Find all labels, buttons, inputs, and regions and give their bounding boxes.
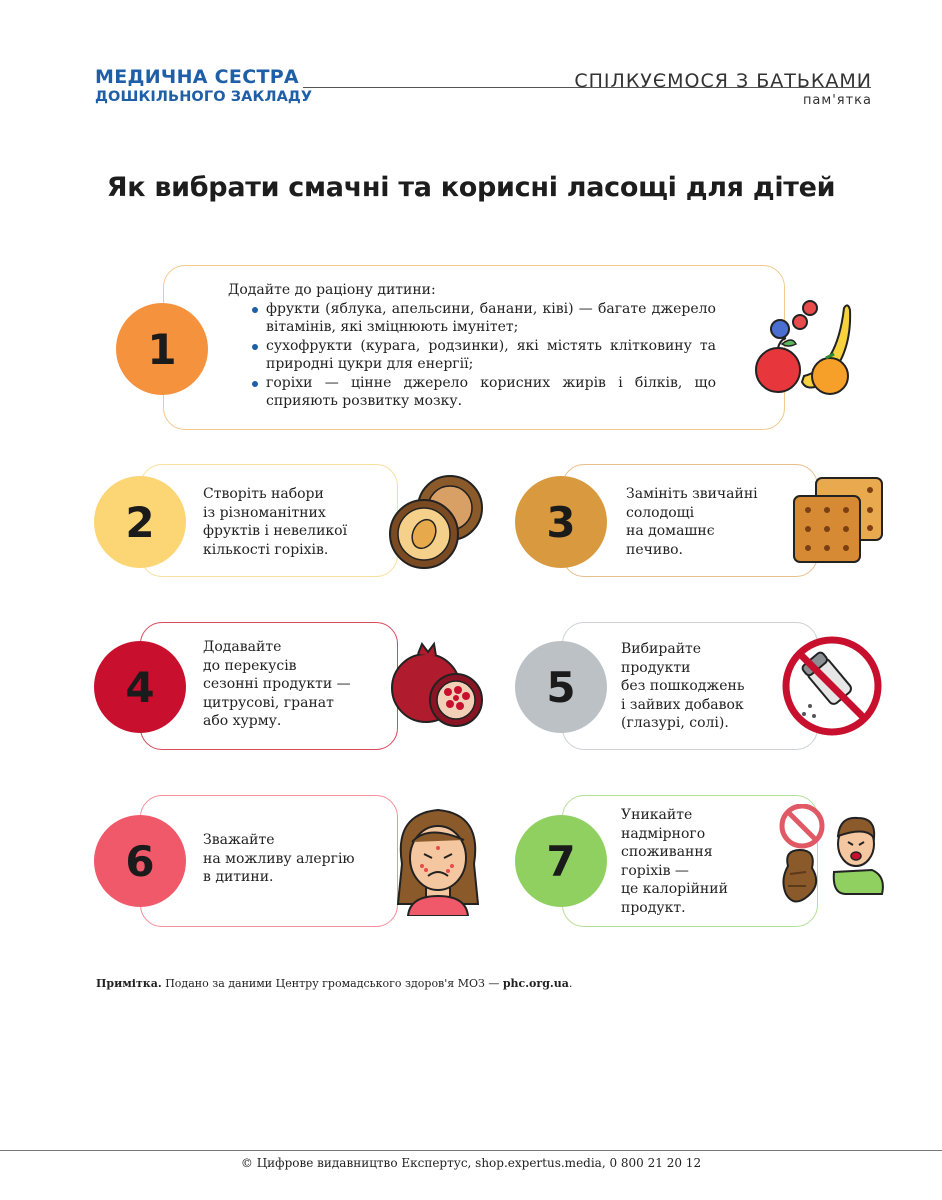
source-link[interactable]: phc.org.ua — [502, 977, 569, 990]
tip-text-4: Додавайте до перекусів сезонні продукти — цитрусові, гранат або хурму. — [203, 639, 351, 729]
brand-subtitle: ДОШКІЛЬНОГО ЗАКЛАДУ — [95, 89, 313, 105]
tip-number-6: 6 — [94, 815, 186, 907]
no-nuts-boy-icon — [776, 804, 888, 916]
footer-text: © Цифрове видавництво Експертус, shop.expertus.media, 0 800 21 20 12 — [240, 1156, 702, 1170]
tip-1-intro: Додайте до раціону дитини: — [228, 282, 436, 298]
tip-number-3: 3 — [515, 476, 607, 568]
tip-text-2: Створіть набори із різноманітних фруктів і невеликої кількості горіхів. — [203, 486, 348, 558]
note-text: Подано за даними Центру громадського здоров'я МОЗ — — [161, 977, 503, 990]
tip-1-bullet: сухофрукти (курага, родзинки), які містять клітковину та природні цукри для енергії; — [248, 337, 716, 374]
page-title: Як вибрати смачні та корисні ласощі для дітей — [106, 172, 836, 203]
tip-number-1: 1 — [116, 303, 208, 395]
pomegranate-icon — [386, 638, 486, 738]
note-end: . — [568, 977, 573, 990]
tip-number-5: 5 — [515, 641, 607, 733]
note-label: Примітка. — [96, 977, 162, 990]
section-title: СПІЛКУЄМОСЯ З БАТЬКАМИ — [574, 70, 872, 92]
cookies-icon — [790, 474, 886, 570]
tip-1-bullet: горіхи — цінне джерело корисних жирів і білків, що сприяють розвитку мозку. — [248, 374, 716, 411]
tip-text-6: Зважайте на можливу алергію в дитини. — [203, 832, 355, 885]
no-salt-icon — [780, 634, 884, 738]
source-note — [96, 977, 572, 990]
tip-number-7: 7 — [515, 815, 607, 907]
tip-text-7: Уникайте надмірного споживання горіхів — це калорійний продукт. — [621, 807, 728, 916]
tip-1-list — [248, 300, 716, 411]
tip-1-bullet: фрукти (яблука, апельсини, банани, ківі) — багате джерело вітамінів, які зміцнюють імунітет; — [248, 300, 716, 337]
tip-number-4: 4 — [94, 641, 186, 733]
footer-divider — [0, 1150, 942, 1151]
tip-text-1 — [228, 281, 716, 411]
tip-number-2: 2 — [94, 476, 186, 568]
tip-text-5: Вибирайте продукти без пошкоджень і зайвих добавок (глазурі, солі). — [621, 641, 745, 731]
brand-title: МЕДИЧНА СЕСТРА — [95, 66, 299, 88]
tip-text-3: Замініть звичайні солодощі на домашнє печиво. — [626, 486, 758, 558]
allergy-girl-icon — [388, 804, 488, 916]
section-subtitle: пам'ятка — [802, 93, 872, 108]
nuts-icon — [386, 472, 486, 572]
fruits-icon — [752, 298, 852, 398]
